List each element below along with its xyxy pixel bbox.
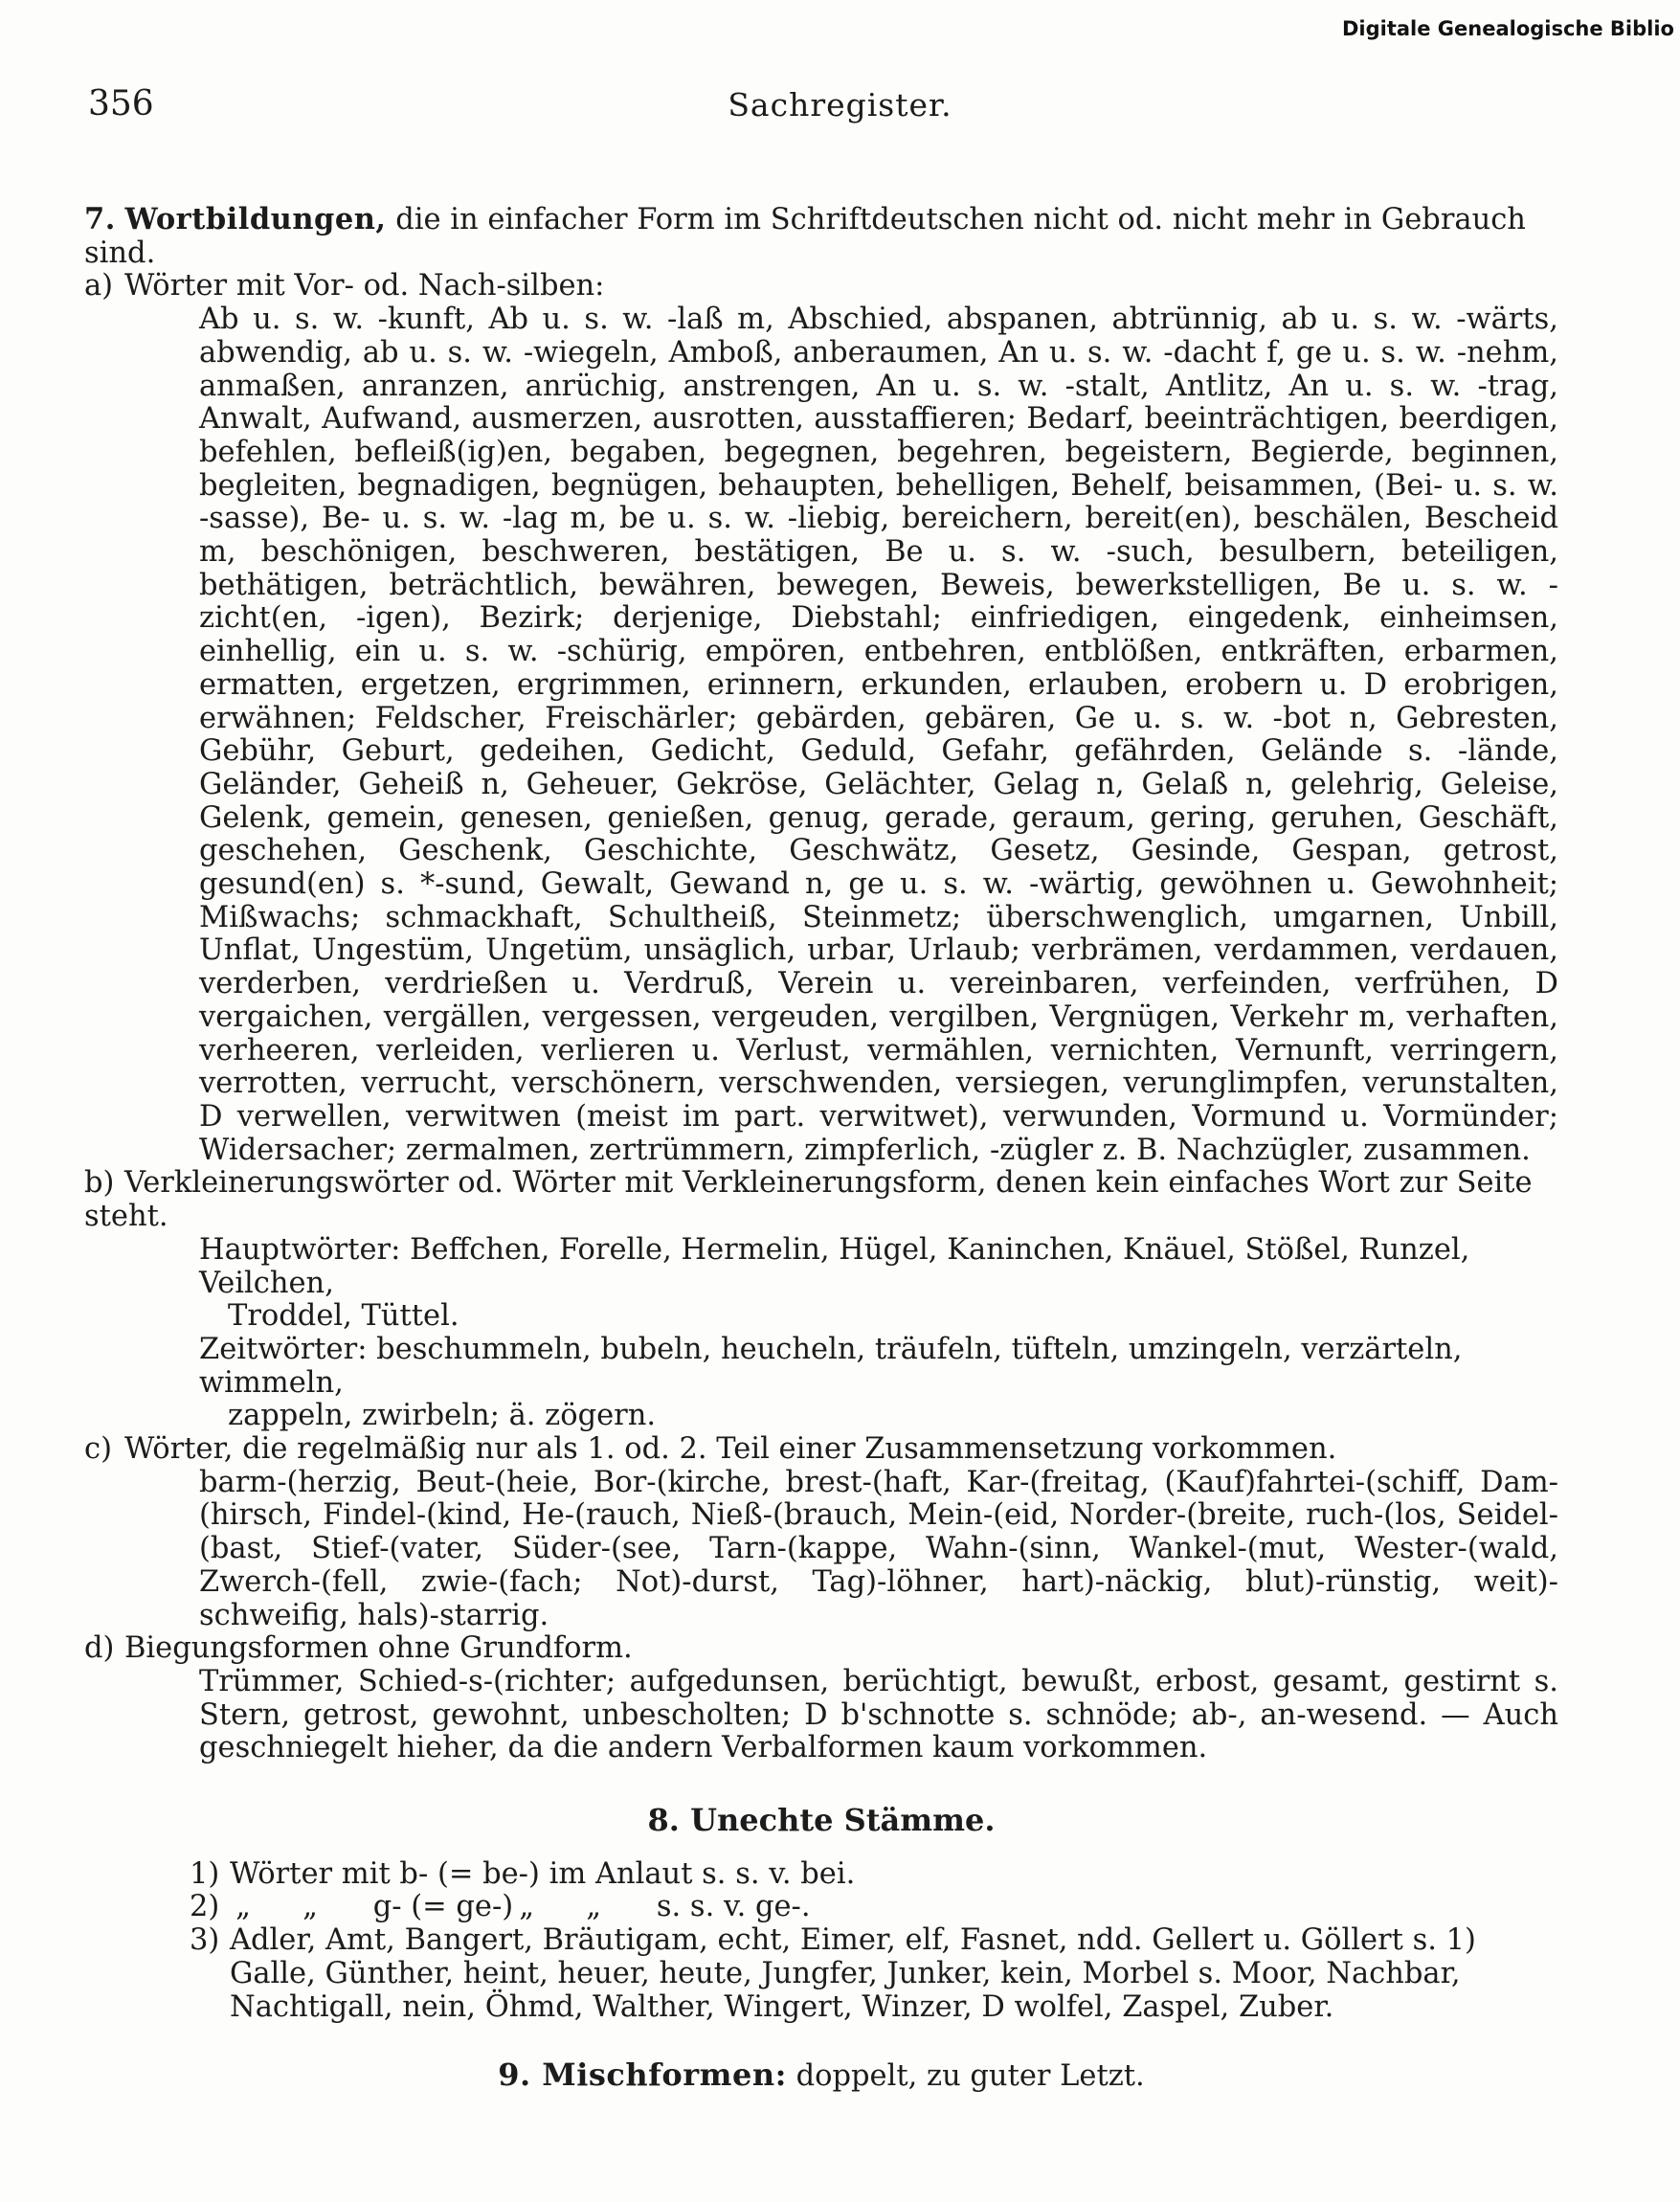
verbs-line: Zeitwörter: beschummeln, bubeln, heucheln, träufeln, tüfteln, umzingeln, verzärteln, wimmeln, <box>199 1332 1463 1400</box>
subsection-d-title: Biegungsformen ohne Grundform. <box>124 1631 633 1666</box>
section-9 <box>84 2058 1558 2094</box>
page-content <box>84 203 1558 2123</box>
list-item-text: Adler, Amt, Bangert, Bräutigam, echt, Eimer, elf, Fasnet, ndd. Gellert u. Göllert s. 1) Galle, Günther, heint, heuer, heute, Jungfer, Junker, kein, Morbel s. Moor, Nachbar, Nachtigall, nein, Öhmd, Walther, Wingert, Winzer, D wolfel, Zaspel, Zuber. <box>230 1923 1476 2024</box>
ditto-mark: „ <box>302 1890 318 1924</box>
subsection-b-body <box>199 1234 1558 1433</box>
subsection-c-label: c) <box>84 1432 112 1467</box>
list-item-text: g- (= ge-) <box>372 1890 514 1924</box>
section-9-body: doppelt, zu guter Letzt. <box>795 2059 1145 2094</box>
running-head: Sachregister. <box>728 86 952 124</box>
section-7-title: Wortbildungen, <box>124 202 387 236</box>
subsection-a-title: Wörter mit Vor- od. Nach-silben: <box>124 269 605 303</box>
list-item-text: s. s. v. ge-. <box>656 1890 811 1924</box>
subsection-a-label: a) <box>84 269 114 303</box>
list-item <box>190 1891 1558 1924</box>
list-item-text: Wörter mit b- (= be-) im Anlaut s. s. v. bei. <box>230 1856 856 1891</box>
subsection-b-title: Verkleinerungswörter od. Wörter mit Verkleinerungsform, denen kein einfaches Wort zur Seite steht. <box>84 1166 1533 1234</box>
list-item-number: 3) <box>190 1923 220 1958</box>
ditto-mark: „ <box>235 1890 251 1924</box>
section-9-title: 9. Mischformen: <box>498 2056 787 2094</box>
list-item <box>190 1858 1558 1892</box>
section-7-number: 7. <box>84 202 116 236</box>
list-item-number: 1) <box>190 1856 220 1891</box>
subsection-c-title: Wörter, die regelmäßig nur als 1. od. 2. Teil einer Zusammensetzung vorkommen. <box>124 1432 1337 1467</box>
subsection-a-heading <box>84 270 1558 303</box>
subsection-b-label: b) <box>84 1166 115 1201</box>
subsection-c-heading <box>84 1433 1558 1467</box>
subsection-b-heading <box>84 1167 1558 1233</box>
list-item <box>190 1924 1558 2024</box>
subsection-d-body: Trümmer, Schied-s-(richter; aufgedunsen, berüchtigt, bewußt, erbost, gesamt, gestirnt s. Stern, getrost, gewohnt, unbescholten; D b'schnotte s. schnöde; ab-, an-wesend. — Auch geschniegelt hieher, da die andern Verbalformen kaum vorkommen. <box>199 1664 1558 1765</box>
section-7-heading <box>84 203 1558 270</box>
nouns-line: Hauptwörter: Beffchen, Forelle, Hermelin, Hügel, Kaninchen, Knäuel, Stößel, Runzel, Veilchen, <box>199 1232 1470 1300</box>
page-number: 356 <box>88 84 154 124</box>
subsection-d-label: d) <box>84 1631 115 1666</box>
nouns-continued: Troddel, Tüttel. <box>228 1299 459 1334</box>
section-7-description: die in einfacher Form im Schriftdeutschen nicht od. nicht mehr in Gebrauch sind. <box>84 203 1526 270</box>
subsection-d-heading <box>84 1632 1558 1666</box>
section-8-list <box>190 1858 1558 2025</box>
section-8-heading: 8. Unechte Stämme. <box>647 1802 996 1839</box>
ditto-mark: „ <box>519 1890 535 1924</box>
ditto-mark: „ <box>586 1890 602 1924</box>
subsection-c-body: barm-(herzig, Beut-(heie, Bor-(kirche, brest-(haft, Kar-(freitag, (Kauf)fahrtei-(schiff, Dam-(hirsch, Findel-(kind, He-(rauch, Nieß-(brauch, Mein-(eid, Norder-(breite, ruch-(los, Seidel-(bast, Stief-(vater, Süder-(see, Tarn-(kappe, Wahn-(sinn, Wankel-(mut, Wester-(wald, Zwerch-(fell, zwie-(fach; Not)-durst, Tag)-löhner, hart)-näckig, blut)-rünstig, weit)-schweifig, hals)-starrig. <box>199 1465 1558 1632</box>
list-item-number: 2) <box>190 1890 220 1924</box>
verbs-continued: zappeln, zwirbeln; ä. zögern. <box>228 1399 657 1433</box>
watermark: Digitale Genealogische Biblio <box>1341 17 1674 40</box>
subsection-a-body: Ab u. s. w. -kunft, Ab u. s. w. -laß m, Abschied, abspanen, abtrünnig, ab u. s. w. -wärts, abwendig, ab u. s. w. -wiegeln, Amboß, anberaumen, An u. s. w. -dacht f, ge u. s. w. -nehm, anmaßen, anranzen, anrüchig, anstrengen, An u. s. w. -stalt, Antlitz, An u. s. w. -trag, Anwalt, Aufwand, ausmerzen, ausrotten, ausstaffieren; Bedarf, beeinträchtigen, beerdigen, befehlen, befleiß(ig)en, begaben, begegnen, begehren, begeistern, Begierde, beginnen, begleiten, begnadigen, begnügen, behaupten, behelligen, Behelf, beisammen, (Bei- u. s. w. -sasse), Be- u. s. w. -lag m, be u. s. w. -liebig, bereichern, bereit(en), beschälen, Bescheid m, beschönigen, beschweren, bestätigen, Be u. s. w. -such, besulbern, beteiligen, bethätigen, beträchtlich, bewähren, bewegen, Beweis, bewerkstelligen, Be u. s. w. -zicht(en, -igen), Bezirk; derjenige, Diebstahl; einfriedigen, eingedenk, einheimsen, einhellig, ein u. s. w. -schürig, empören, entbehren, entblößen, entkräften, erbarmen, ermatten, ergetzen, ergrimmen, erinnern, erkunden, erlauben, erobern u. D erobrigen, erwähnen; Feldscher, Freischärler; gebärden, gebären, Ge u. s. w. -bot n, Gebresten, Gebühr, Geburt, gedeihen, Gedicht, Geduld, Gefahr, gefährden, Gelände s. -lände, Geländer, Geheiß n, Geheuer, Gekröse, Gelächter, Gelag n, Gelaß n, gelehrig, Geleise, Gelenk, gemein, genesen, genießen, genug, gerade, geraum, gering, geruhen, Geschäft, geschehen, Geschenk, Geschichte, Geschwätz, Gesetz, Gesinde, Gespan, getrost, gesund(en) s. *-sund, Gewalt, Gewand n, ge u. s. w. -wärtig, gewöhnen u. Gewohnheit; Mißwachs; schmackhaft, Schultheiß, Steinmetz; überschwenglich, umgarnen, Unbill, Unflat, Ungestüm, Ungetüm, unsäglich, urbar, Urlaub; verbrämen, verdammen, verdauen, verderben, verdrießen u. Verdruß, Verein u. vereinbaren, verfeinden, verfrühen, D vergaichen, vergällen, vergessen, vergeuden, vergilben, Vergnügen, Verkehr m, verhaften, verheeren, verleiden, verlieren u. Verlust, vermählen, vernichten, Vernunft, verringern, verrotten, verrucht, verschönern, verschwenden, versiegen, verunglimpfen, verunstalten, D verwellen, verwitwen (meist im part. verwitwet), verwunden, Vormund u. Vormünder; Widersacher; zermalmen, zertrümmern, zimpferlich, -zügler z. B. Nachzügler, zusammen. <box>199 303 1558 1167</box>
